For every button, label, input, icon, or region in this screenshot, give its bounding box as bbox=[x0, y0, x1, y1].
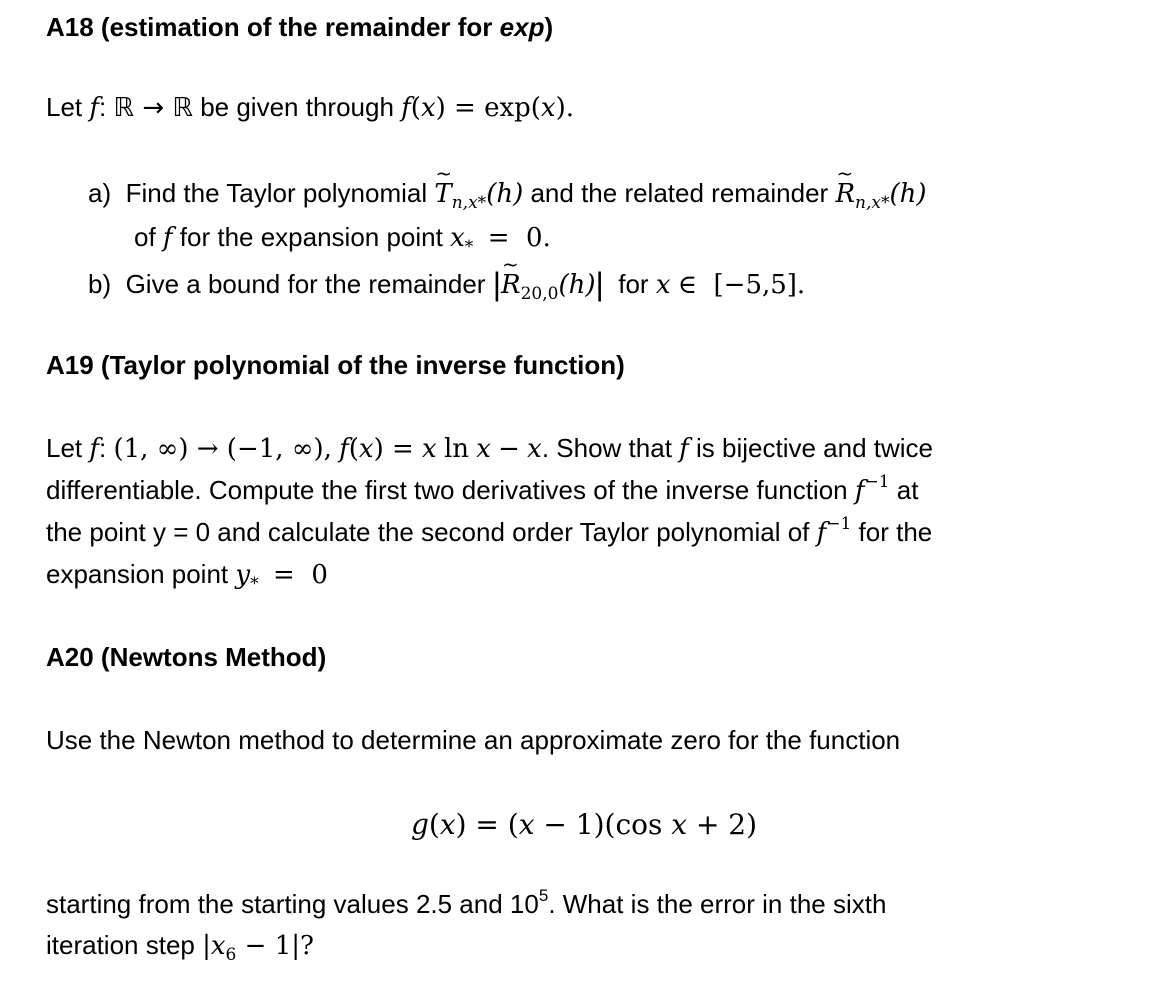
a19-line4: expansion point $y_* = 0$ bbox=[46, 559, 328, 594]
a19-title: A19 (Taylor polynomial of the inverse function) bbox=[46, 350, 625, 380]
a18-part-a: a) Find the Taylor polynomial ~ $T_{n,x*}(h)$ and the related remainder ~ $R_{n,x*}(h)$ bbox=[88, 178, 927, 209]
a20-line3: iteration step $|x_6 - 1|$? bbox=[46, 930, 314, 965]
a20-line2: starting from the starting values 2.5 and $10^5$. What is the error in the sixth bbox=[46, 886, 887, 919]
a18-part-a-line2: of f for the expansion point $x_* = 0$. bbox=[134, 222, 551, 257]
a18-part-b: b) Give a bound for the remainder |~ $R_{20,0}(h)|$ for x ∈ [−5,5]. bbox=[88, 264, 805, 301]
a19-line1: Let f: (1, ∞) → (−1, ∞), f(x) = x ln x − x. Show that f is bijective and twice bbox=[46, 433, 934, 464]
a18-intro: Let f: ℝ → ℝ be given through f(x) = exp(x). bbox=[46, 92, 574, 123]
a19-line3: the point y = 0 and calculate the second order Taylor polynomial of $f^{-1}$ for the bbox=[46, 514, 933, 548]
a20-line1: Use the Newton method to determine an approximate zero for the function bbox=[46, 725, 901, 755]
a20-formula: g(x) = (x − 1)(cos x + 2) bbox=[410, 808, 758, 841]
a20-title: A20 (Newtons Method) bbox=[46, 642, 327, 672]
a18-title: A18 (estimation of the remainder for exp) bbox=[46, 12, 554, 42]
a19-line2: differentiable. Compute the first two derivatives of the inverse function $f^{-1}$ at bbox=[46, 472, 919, 506]
